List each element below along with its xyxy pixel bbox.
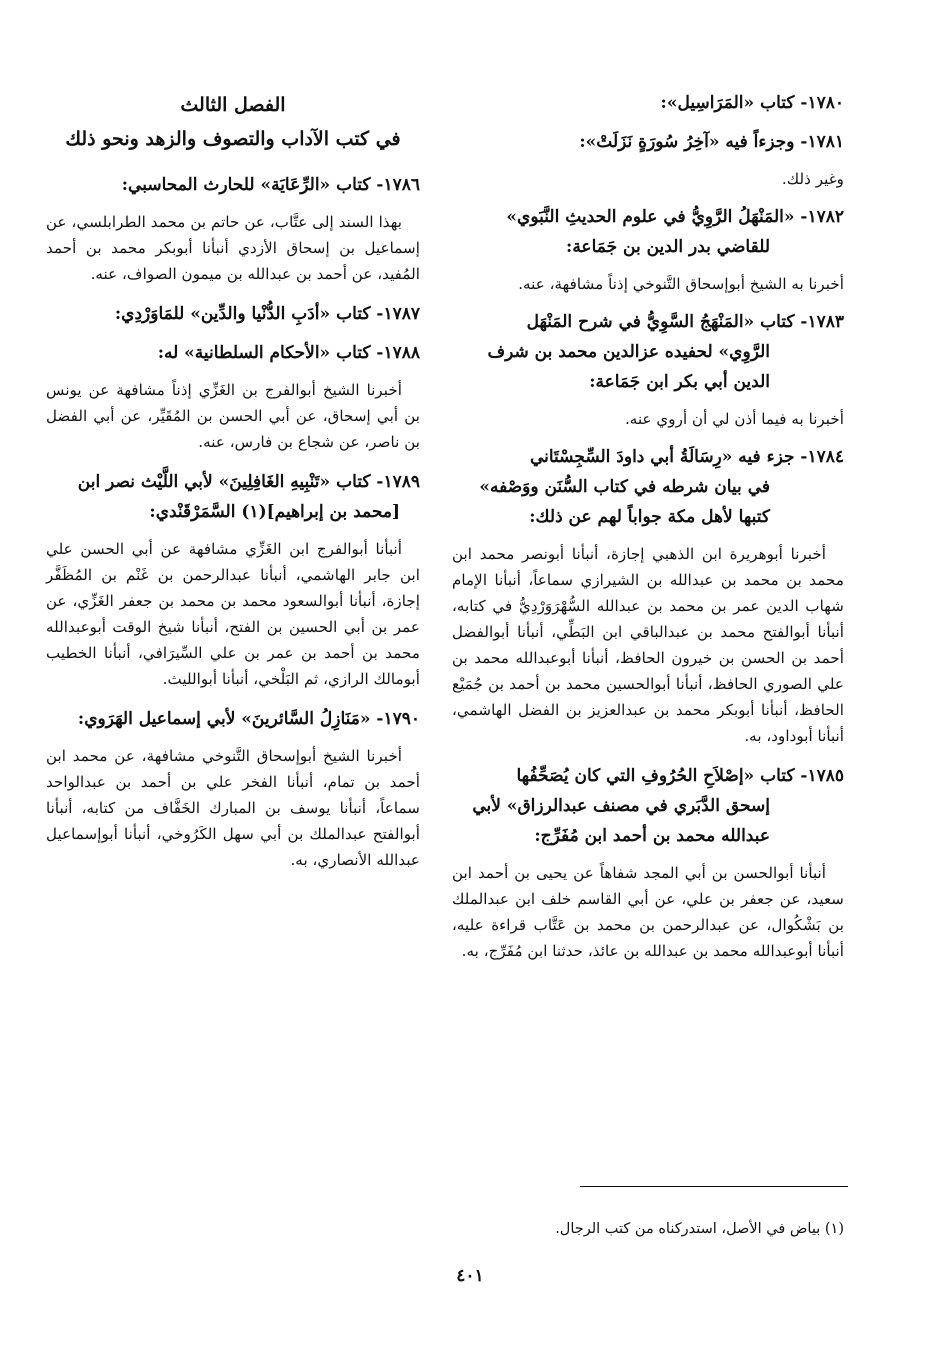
- entry-1783-heading-line1: ١٧٨٣- كتاب «المَنْهَجُ السَّوِيُّ في شرح المَنْهَل: [526, 312, 844, 332]
- entry-1782-text: أخبرنا به الشيخ أبوإسحاق التَّنوخي إذناً مشافهة، عنه.: [518, 275, 844, 293]
- entry-1788-heading: ١٧٨٨- كتاب «الأحكام السلطانية» له:: [157, 343, 420, 363]
- left-column: [46, 88, 420, 885]
- entry-1788-text: أخبرنا الشيخ أبوالفرج بن الغَزِّي إذناً مشافهة عن يونس بن أبي إسحاق، عن أبي الحسن بن المُقَيِّر، عن أبي الفضل بن ناصر، عن شجاع بن فارس، عنه.: [46, 381, 420, 451]
- page-number: ٤٠١: [456, 1266, 484, 1286]
- entry-1790-text: أخبرنا الشيخ أبوإسحاق التَّنوخي مشافهة، عن محمد ابن أحمد بن تمام، أنبأنا الفخر علي بن أحمد بن عبدالواحد سماعاً، أنبأنا يوسف بن المبارك الخَفَّاف من كتابه، أنبأنا أبوالفتح عبدالملك بن أبي سهل الكَرُوخي، أنبأنا أبوإسماعيل عبدالله الأنصاري، به.: [46, 747, 420, 869]
- entry-1785-heading-line2: إسحق الدَّبَري في مصنف عبدالرزاق» لأبي: [472, 796, 770, 816]
- entry-1780-heading: ١٧٨٠- كتاب «المَرَاسِيل»:: [660, 93, 844, 113]
- entry-1784-heading-line3: كتبها لأهل مكة جواباً لهم عن ذلك:: [529, 507, 770, 527]
- entry-1782-heading-line2: للقاضي بدر الدين بن جَمَاعة:: [566, 237, 770, 257]
- entry-1786-text: بهذا السند إلى عتَّاب، عن حاتم بن محمد الطرابلسي، عن إسماعيل بن إسحاق الأزدي أنبأنا أبوبكر محمد بن أحمد المُفيد، عن أحمد بن عبدالله بن ميمون الصواف، عنه.: [46, 213, 420, 283]
- entry-1783-heading-line3: الدين أبي بكر ابن جَمَاعة:: [589, 372, 770, 392]
- entry-1789-heading-line1: ١٧٨٩- كتاب «تَنْبِيهِ الغَافِلِينَ» لأبي اللَّيْث نصر ابن: [77, 472, 420, 492]
- footnote: (١) بياض في الأصل، استدركناه من كتب الرجال.: [555, 1220, 844, 1237]
- entry-1781-heading: ١٧٨١- وجزءاً فيه «آخِرُ سُورَةٍ نَزَلَتْ»:: [579, 132, 844, 152]
- entry-1789-heading-line2: [محمد بن إبراهيم](١) السَّمَرْقَنْدي:: [149, 502, 400, 522]
- entry-1784-text: أخبرنا أبوهريرة ابن الذهبي إجازة، أنبأنا أبونصر محمد ابن محمد بن محمد بن عبدالله بن الشيرازي سماعاً، أنبأنا الإمام شهاب الدين عمر بن محمد بن عبدالله السُّهْرَوَرْدِيُّ في كتابه، أنبأنا أبوالفتح محمد بن عبدالباقي ابن البَطِّي، أنبأنا أبوالفضل أحمد بن الحسن بن خيرون الحافظ، أنبأنا أبوعبدالله محمد بن علي الصوري الحافظ، أنبأنا أبوالحسين محمد بن أحمد بن جُمَيْع الحافظ، أنبأنا أبوبكر محمد بن عبدالعزيز بن الفضل الهاشمي، أنبأنا أبوداود، به.: [452, 545, 844, 745]
- entry-1784-heading-line2: في بيان شرطه في كتاب السُّنَن ووَصْفه»: [479, 477, 770, 497]
- entry-1785-heading-line1: ١٧٨٥- كتاب «إصْلاَحِ الحُرُوفِ التي كان يُصَحِّفُها: [516, 766, 844, 786]
- entry-1783-text: أخبرنا به فيما أذن لي أن أروي عنه.: [624, 410, 844, 428]
- right-column: [452, 88, 844, 976]
- entry-1785-text: أنبأنا أبوالحسن بن أبي المجد شفاهاً عن يحيى بن أحمد ابن سعيد، عن جعفر بن علي، عن أبي القاسم خلف ابن عبدالملك بن بَشْكُوال، عن عبدالرحمن بن محمد بن عَتَّاب قراءة عليه، أنبأنا أبوعبدالله محمد بن عبدالله بن عائذ، حدثنا ابن مُفَرِّج، به.: [452, 864, 844, 960]
- entry-1790-heading: ١٧٩٠- «مَنَازِلُ السَّائرينَ» لأبي إسماعيل الهَرَوي:: [77, 709, 420, 729]
- entry-1786-heading: ١٧٨٦- كتاب «الرِّعَايَة» للحارث المحاسبي:: [121, 175, 420, 195]
- entry-1785-heading-line3: عبدالله محمد بن أحمد ابن مُفَرِّج:: [534, 826, 770, 846]
- footnote-divider: [580, 1186, 848, 1187]
- entry-1789-text: أنبأنا أبوالفرج ابن الغَزِّي مشافهة عن أبي الحسن علي ابن جابر الهاشمي، أنبأنا عبدالرحمن بن غَنْم بن المُظَفَّر إجازة، أنبأنا أبوالسعود محمد بن محمد بن جعفر الغَزِّي، عن عمر بن أبي الحسين بن الفتح، أنبأنا شيخ الوقت أبوعبدالله محمد بن أحمد بن عمر بن علي السِّيرَافي، أنبأنا الخطيب أبومالك الرازي، ثم البَلْخي، أنبأنا أبوالليث.: [46, 540, 420, 688]
- section-title: الفصل الثالث: [180, 94, 286, 116]
- entry-1784-heading-line1: ١٧٨٤- جزء فيه «رِسَالَةُ أبي داودَ السِّجِسْتَاني: [529, 447, 844, 467]
- entry-1782-heading-line1: ١٧٨٢- «المَنْهَلُ الرَّوِيُّ في علوم الحديثِ النَّبَوي»: [506, 207, 844, 227]
- entry-1787-heading: ١٧٨٧- كتاب «أدَبِ الدُّنْيا والدِّين» للمَاوَرْدِي:: [114, 304, 420, 324]
- entry-1783-heading-line2: الرَّوِي» لحفيده عزالدين محمد بن شرف: [487, 342, 770, 362]
- entry-1781-text: وغير ذلك.: [781, 170, 844, 188]
- section-subtitle: في كتب الآداب والتصوف والزهد ونحو ذلك: [65, 128, 401, 150]
